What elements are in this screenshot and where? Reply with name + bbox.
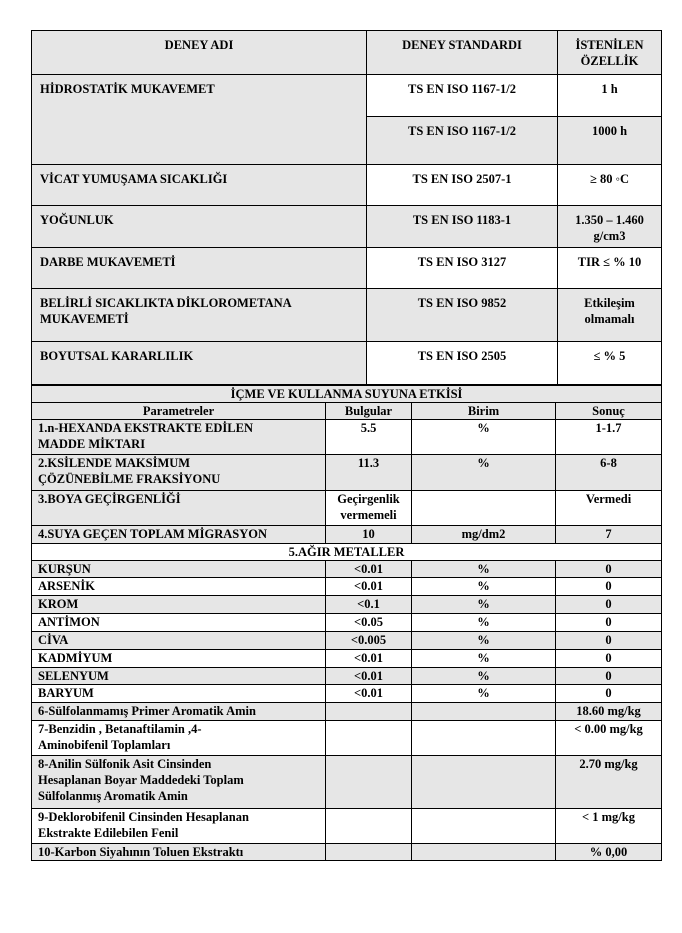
result: Vermedi — [556, 491, 662, 526]
findings: <0.01 — [326, 668, 412, 685]
test-name: HİDROSTATİK MUKAVEMET — [32, 75, 367, 165]
unit — [412, 756, 556, 809]
metal-row — [32, 685, 662, 703]
result: 0 — [556, 614, 662, 632]
parameter: 6-Sülfolanmamış Primer Aromatik Amin — [32, 703, 326, 721]
header-test-standard: DENEY STANDARDI — [367, 31, 558, 75]
unit: % — [412, 455, 556, 491]
metal-row — [32, 578, 662, 596]
required-value: Etkileşim olmamalı — [558, 289, 662, 342]
required-value: 1.350 – 1.460 g/cm3 — [558, 206, 662, 248]
required-value: ≤ % 5 — [558, 342, 662, 385]
table-header-row — [32, 403, 662, 420]
findings — [326, 756, 412, 809]
metal-name: SELENYUM — [32, 668, 326, 685]
test-standards-table — [31, 30, 662, 385]
result: 2.70 mg/kg — [556, 756, 662, 809]
test-standard: TS EN ISO 3127 — [367, 248, 558, 289]
table-row — [32, 455, 662, 491]
test-standard: TS EN ISO 9852 — [367, 289, 558, 342]
findings: <0.005 — [326, 632, 412, 650]
findings: <0.01 — [326, 561, 412, 578]
unit: % — [412, 650, 556, 668]
test-standard: TS EN ISO 2505 — [367, 342, 558, 385]
metal-name: CİVA — [32, 632, 326, 650]
result: 0 — [556, 596, 662, 614]
test-standard: TS EN ISO 2507-1 — [367, 165, 558, 206]
result: 6-8 — [556, 455, 662, 491]
findings — [326, 721, 412, 756]
result: 7 — [556, 526, 662, 544]
table-row — [32, 844, 662, 861]
unit — [412, 703, 556, 721]
result: < 1 mg/kg — [556, 809, 662, 844]
test-name: VİCAT YUMUŞAMA SICAKLIĞI — [32, 165, 367, 206]
heavy-metals-title: 5.AĞIR METALLER — [32, 544, 662, 561]
section-title-row — [32, 544, 662, 561]
findings: <0.1 — [326, 596, 412, 614]
header-findings: Bulgular — [326, 403, 412, 420]
result: 1-1.7 — [556, 420, 662, 455]
unit: % — [412, 685, 556, 703]
section-title-row — [32, 386, 662, 403]
metal-name: ANTİMON — [32, 614, 326, 632]
findings: 10 — [326, 526, 412, 544]
result: % 0,00 — [556, 844, 662, 861]
parameter: 7-Benzidin , Betanaftilamin ,4- Aminobifenil Toplamları — [32, 721, 326, 756]
unit: % — [412, 561, 556, 578]
table-row — [32, 526, 662, 544]
unit: mg/dm2 — [412, 526, 556, 544]
result: 0 — [556, 578, 662, 596]
result: 0 — [556, 650, 662, 668]
table-row — [32, 248, 662, 289]
table-row — [32, 165, 662, 206]
metal-name: ARSENİK — [32, 578, 326, 596]
metal-name: KURŞUN — [32, 561, 326, 578]
unit — [412, 721, 556, 756]
result: 0 — [556, 685, 662, 703]
required-value: TIR ≤ % 10 — [558, 248, 662, 289]
unit: % — [412, 578, 556, 596]
test-standard: TS EN ISO 1167-1/2 — [367, 75, 558, 117]
result: < 0.00 mg/kg — [556, 721, 662, 756]
test-standard: TS EN ISO 1167-1/2 — [367, 117, 558, 165]
table-row — [32, 721, 662, 756]
header-parameters: Parametreler — [32, 403, 326, 420]
header-required-property: İSTENİLEN ÖZELLİK — [558, 31, 662, 75]
drinking-water-effect-table — [31, 385, 662, 861]
findings: 11.3 — [326, 455, 412, 491]
required-value: 1000 h — [558, 117, 662, 165]
parameter: 4.SUYA GEÇEN TOPLAM MİGRASYON — [32, 526, 326, 544]
parameter: 1.n-HEXANDA EKSTRAKTE EDİLEN MADDE MİKTARI — [32, 420, 326, 455]
header-result: Sonuç — [556, 403, 662, 420]
findings: 5.5 — [326, 420, 412, 455]
parameter: 9-Deklorobifenil Cinsinden Hesaplanan Ekstrakte Edilebilen Fenil — [32, 809, 326, 844]
metal-row — [32, 668, 662, 685]
metal-row — [32, 650, 662, 668]
test-name: BOYUTSAL KARARLILIK — [32, 342, 367, 385]
parameter: 2.KSİLENDE MAKSİMUM ÇÖZÜNEBİLME FRAKSİYONU — [32, 455, 326, 491]
metal-name: KADMİYUM — [32, 650, 326, 668]
unit — [412, 491, 556, 526]
metal-row — [32, 596, 662, 614]
table-header-row — [32, 31, 662, 75]
metal-name: BARYUM — [32, 685, 326, 703]
unit: % — [412, 420, 556, 455]
table-row — [32, 342, 662, 385]
unit: % — [412, 614, 556, 632]
findings: <0.01 — [326, 685, 412, 703]
unit: % — [412, 596, 556, 614]
test-name: BELİRLİ SICAKLIKTA DİKLOROMETANA MUKAVEMETİ — [32, 289, 367, 342]
result: 0 — [556, 561, 662, 578]
header-unit: Birim — [412, 403, 556, 420]
parameter: 3.BOYA GEÇİRGENLİĞİ — [32, 491, 326, 526]
table-row — [32, 75, 662, 117]
table-row — [32, 206, 662, 248]
table-row — [32, 809, 662, 844]
table-row — [32, 756, 662, 809]
result: 0 — [556, 668, 662, 685]
table-row — [32, 703, 662, 721]
metal-name: KROM — [32, 596, 326, 614]
findings: Geçirgenlik vermemeli — [326, 491, 412, 526]
metal-row — [32, 614, 662, 632]
findings — [326, 844, 412, 861]
findings: <0.05 — [326, 614, 412, 632]
unit — [412, 809, 556, 844]
result: 0 — [556, 632, 662, 650]
findings — [326, 703, 412, 721]
header-test-name: DENEY ADI — [32, 31, 367, 75]
section-title: İÇME VE KULLANMA SUYUNA ETKİSİ — [32, 386, 662, 403]
parameter: 8-Anilin Sülfonik Asit Cinsinden Hesaplanan Boyar Maddedeki Toplam Sülfolanmış Aromatik Amin — [32, 756, 326, 809]
test-standard: TS EN ISO 1183-1 — [367, 206, 558, 248]
findings: <0.01 — [326, 578, 412, 596]
metal-row — [32, 561, 662, 578]
test-name: DARBE MUKAVEMETİ — [32, 248, 367, 289]
table-row — [32, 491, 662, 526]
parameter: 10-Karbon Siyahının Toluen Ekstraktı — [32, 844, 326, 861]
unit: % — [412, 632, 556, 650]
table-row — [32, 289, 662, 342]
result: 18.60 mg/kg — [556, 703, 662, 721]
findings — [326, 809, 412, 844]
metal-row — [32, 632, 662, 650]
test-name: YOĞUNLUK — [32, 206, 367, 248]
findings: <0.01 — [326, 650, 412, 668]
required-value: ≥ 80 ◦C — [558, 165, 662, 206]
unit — [412, 844, 556, 861]
required-value: 1 h — [558, 75, 662, 117]
table-row — [32, 420, 662, 455]
unit: % — [412, 668, 556, 685]
